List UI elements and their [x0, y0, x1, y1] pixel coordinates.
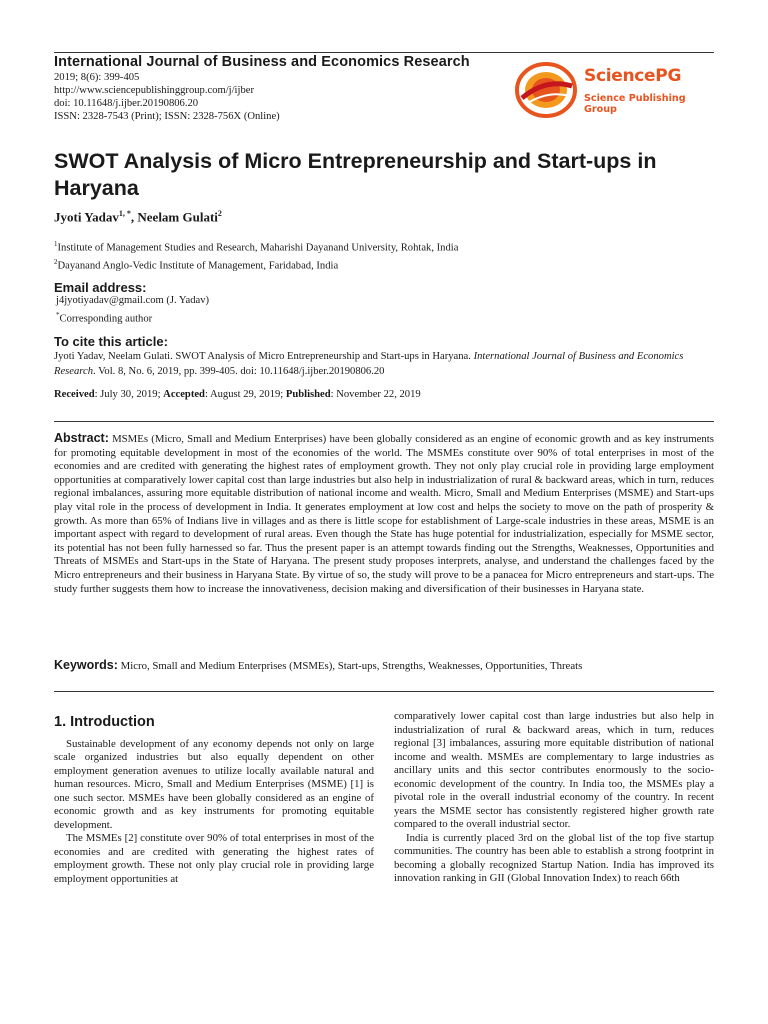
affiliation-text: Institute of Management Studies and Research, Maharishi Dayanand University, Rohtak, India — [57, 242, 459, 254]
publisher-logo — [514, 60, 714, 120]
body-column-right — [394, 710, 714, 886]
accepted-date: : August 29, 2019; — [204, 389, 286, 400]
body-paragraph: Sustainable development of any economy depends not only on large scale organized industries but also equally dependent on other employment generation avenues to utilize locally available natural and human resources. Micro, Small and Medium Enterprises (MSME) [1] is one such sector. MSMEs have been globally considered as an engine of economic growth and as key instruments for promoting equitable development. — [54, 737, 374, 831]
received-label: Received — [54, 389, 95, 400]
journal-title: International Journal of Business and Economics Research — [54, 54, 470, 70]
author-separator: , — [130, 209, 138, 225]
affiliation-superscript: 1 — [54, 240, 58, 248]
citation-text — [54, 350, 714, 379]
author-name: Neelam Gulati — [137, 209, 218, 225]
affiliation-text: Dayanand Anglo-Vedic Institute of Management, Faridabad, India — [57, 260, 339, 272]
publication-dates — [54, 389, 421, 400]
affiliation-2 — [54, 258, 338, 272]
sciencepg-swirl-icon — [514, 60, 578, 120]
author-name: Jyoti Yadav — [54, 209, 119, 225]
published-date: : November 22, 2019 — [330, 389, 421, 400]
keywords-label: Keywords: — [54, 658, 118, 672]
author-line — [54, 209, 222, 225]
body-paragraph: comparatively lower capital cost than large industries but also help in industrialization of rural & backward areas, which in turn, reduces regional [3] imbalances, assuring more equitable distribution of national income and wealth. MSMEs are complementary to large industries as ancillary units and this sector contributes enormously to the socio-economic development of the country. In India too, the MSMEs play a pivotal role in the overall industrial economy of the country. In recent years the MSME sector has consistently registered higher growth rate compared to the overall industrial sector. — [394, 710, 714, 830]
header-rule — [54, 52, 714, 53]
section-heading: 1. Introduction — [54, 714, 155, 730]
email-address-link[interactable]: j4jyotiyadav@gmail.com (J. Yadav) — [56, 295, 210, 306]
author-superscript: 1, * — [118, 209, 131, 218]
affiliation-superscript: 2 — [54, 258, 58, 266]
accepted-label: Accepted — [163, 389, 205, 400]
logo-name: SciencePG — [584, 66, 682, 86]
body-paragraph: The MSMEs [2] constitute over 90% of total enterprises in most of the economies and are credited with generating the highest rates of employment growth. These not only play crucial role in providing large employment opportunities at — [54, 832, 374, 885]
abstract-label: Abstract: — [54, 431, 109, 445]
journal-issue: 2019; 8(6): 399-405 — [54, 72, 140, 83]
affiliation-1 — [54, 240, 458, 254]
journal-issn: ISSN: 2328-7543 (Print); ISSN: 2328-756X (Online) — [54, 111, 280, 122]
citation-plain: Jyoti Yadav, Neelam Gulati. SWOT Analysis of Micro Entrepreneurship and Start-ups in Haryana. — [54, 351, 474, 362]
body-paragraph: India is currently placed 3rd on the global list of the top five startup communities. The country has been able to establish a strong footprint in becoming a globally recognized Startup Nation. India has improved its innovation ranking in GII (Global Innovation Index) to reach 66th — [394, 831, 714, 884]
divider — [54, 421, 714, 422]
corresponding-note — [56, 311, 152, 325]
email-heading: Email address: — [54, 280, 147, 295]
abstract — [54, 432, 714, 596]
abstract-text: MSMEs (Micro, Small and Medium Enterprises) have been globally considered as an engine of economic growth and as key instruments for promoting equitable development in most of the economies of the world. The MSMEs constitute over 90% of total enterprises in most of the economies and are credited with generating the highest rates of employment growth. They not only play crucial role in providing large employment opportunities at comparatively lower capital cost than large industries but also help in industrialization of rural & backward areas, which in turn, reduces regional imbalances, assuring more equitable distribution of national income and wealth. Micro, Small and Medium Enterprises (MSME) and Start-ups play vital role in the process of development in India. It generates employment at low cost and helps the society to move on the path of prosperity & growth. As more than 65% of Indians live in villages and as there is little scope for establishment of Large-scale industries in these areas, MSME is an important aspect with regard to development of rural areas. Even though the State has huge potential for industrialization, especially for MSME sector, its potential has not been fully harnessed so far. Thus the present paper is an attempt towards finding out the Strengths, Weaknesses, Opportunities and Threats of MSMEs and Start-ups in the State of Haryana. The present study proposes interprets, analyse, and understand the challenges faced by the Micro entrepreneurs and their business in Haryana State. By virtue of so, the study will prove to be a panacea for Micro entrepreneurs and start-ups. The study further suggests them how to increase the innovativeness, decision making and diversification of their businesses in Haryana state. — [54, 433, 714, 595]
citation-tail: . Vol. 8, No. 6, 2019, pp. 399-405. doi: 10.11648/j.ijber.20190806.20 — [93, 365, 385, 377]
cite-heading: To cite this article: — [54, 334, 168, 349]
logo-subtitle: Science Publishing Group — [584, 93, 686, 115]
corresponding-text: Corresponding author — [59, 313, 153, 325]
body-column-left — [54, 712, 374, 886]
citation-journal: International Journal of Business and Economics Research — [54, 351, 684, 377]
keywords-text: Micro, Small and Medium Enterprises (MSMEs), Start-ups, Strengths, Weaknesses, Opportunities, Threats — [117, 660, 583, 672]
keywords — [54, 658, 714, 672]
author-superscript: 2 — [217, 209, 222, 218]
received-date: : July 30, 2019; — [94, 389, 164, 400]
published-label: Published — [285, 389, 331, 400]
corresponding-marker: * — [56, 311, 60, 319]
divider — [54, 691, 714, 692]
paper-title: SWOT Analysis of Micro Entrepreneurship and Start-ups in Haryana — [54, 149, 657, 200]
journal-doi: doi: 10.11648/j.ijber.20190806.20 — [54, 98, 199, 109]
journal-url-link[interactable]: http://www.sciencepublishinggroup.com/j/ijber — [54, 85, 254, 96]
